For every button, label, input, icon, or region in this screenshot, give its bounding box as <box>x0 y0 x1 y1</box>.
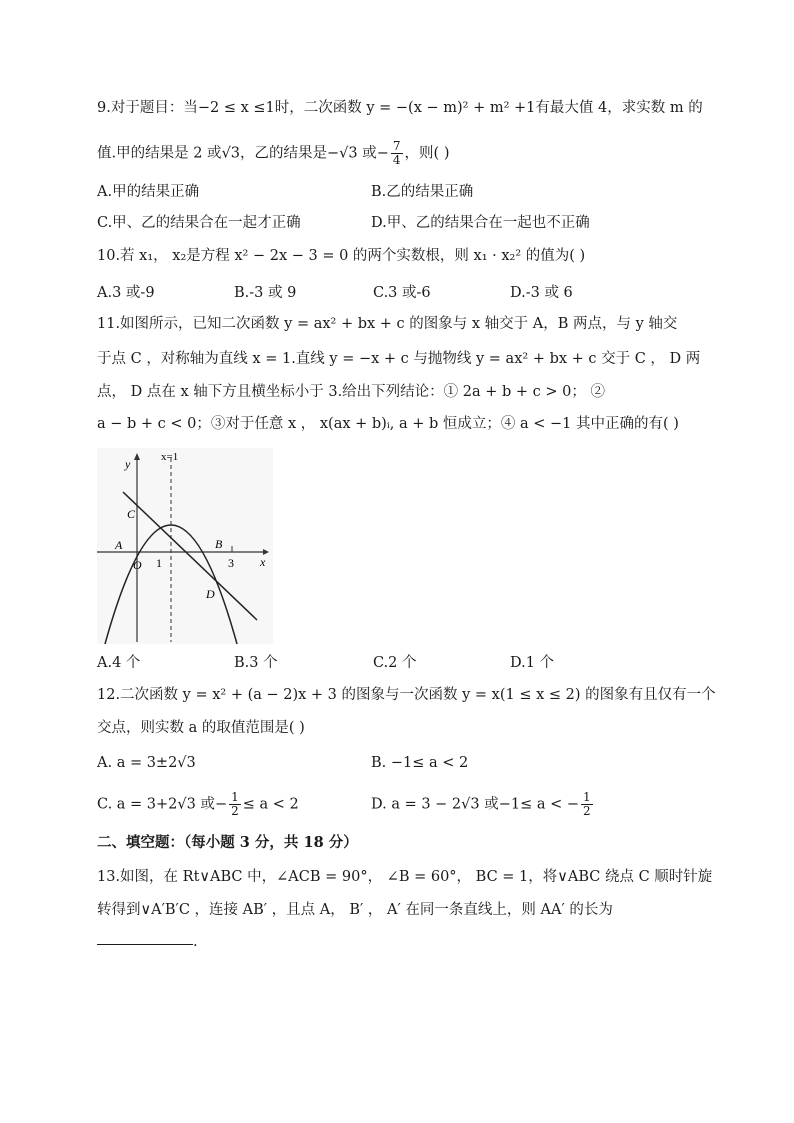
q12-option-c-b: ≤ a < 2 <box>242 796 299 813</box>
q9-option-c: C.甲、乙的结果合在一起才正确 <box>97 215 301 231</box>
graph-label-y: y <box>125 457 131 471</box>
graph-label-x: x <box>260 555 266 569</box>
q9-line2-b: ，乙的结果是−√3 或− <box>240 145 389 162</box>
q9-line2-c: ，则( ) <box>404 145 450 162</box>
q11-option-b: B.3 个 <box>234 655 278 671</box>
q12-option-d-a: D. a = 3 − 2√3 或−1≤ a < − <box>371 796 580 813</box>
q13-answer-blank[interactable] <box>97 944 193 945</box>
graph-label-a: A <box>115 538 123 552</box>
q11-option-d: D.1 个 <box>510 655 555 671</box>
q12-option-b: B. −1≤ a < 2 <box>371 755 469 771</box>
q12-option-c-fraction <box>229 791 241 818</box>
q11-line1: 11.如图所示，已知二次函数 y = ax² + bx + c 的图象与 x 轴交于 A，B 两点，与 y 轴交 <box>97 316 678 332</box>
q12-d-frac-den: 2 <box>583 804 591 818</box>
graph-label-d: D <box>206 587 215 601</box>
q9-line2-a: 值.甲的结果是 2 或 <box>97 145 222 162</box>
q9-line1: 9.对于题目：当−2 ≤ x ≤1时，二次函数 y = −(x − m)² + m² +1有最大值 4，求实数 m 的 <box>97 100 703 116</box>
q9-frac-num: 7 <box>392 139 401 153</box>
q11-line4: a − b + c < 0；③对于任意 x ， x(ax + b)ᵢ, a + b 恒成立；④ a < −1 其中正确的有( ) <box>97 416 679 432</box>
q9-option-a: A.甲的结果正确 <box>97 184 200 200</box>
q12-option-a: A. a = 3±2√3 <box>97 755 196 771</box>
q11-line3: 点， D 点在 x 轴下方且横坐标小于 3.给出下列结论：① 2a + b + c > 0； ② <box>97 384 606 400</box>
q13-blank-end: . <box>193 934 198 950</box>
graph-label-3: 3 <box>228 556 234 570</box>
q10-line1: 10.若 x₁， x₂是方程 x² − 2x − 3 = 0 的两个实数根，则 x₁ · x₂² 的值为( ) <box>97 248 586 264</box>
q11-line2: 于点 C ，对称轴为直线 x = 1.直线 y = −x + c 与抛物线 y = ax² + bx + c 交于 C ， D 两 <box>97 351 701 367</box>
graph-label-axis: x=1 <box>161 451 179 463</box>
section-2-heading: 二、填空题：（每小题 3 分，共 18 分） <box>97 834 358 851</box>
q9-line2 <box>97 140 449 167</box>
q12-option-d <box>371 791 595 818</box>
graph-label-b: B <box>215 537 223 551</box>
q11-parabola-graph <box>97 448 273 644</box>
q11-option-a: A.4 个 <box>97 655 141 671</box>
q10-option-a: A.3 或-9 <box>97 285 155 301</box>
q12-line2: 交点，则实数 a 的取值范围是( ) <box>97 720 305 736</box>
q11-option-c: C.2 个 <box>373 655 417 671</box>
graph-label-c: C <box>127 507 136 521</box>
q12-c-frac-num: 1 <box>231 790 239 804</box>
q9-option-d: D.甲、乙的结果合在一起也不正确 <box>371 215 590 231</box>
q9-frac-den: 4 <box>392 153 401 167</box>
q10-option-b: B.-3 或 9 <box>234 285 297 301</box>
q10-option-d: D.-3 或 6 <box>510 285 573 301</box>
q9-sqrt3: √3 <box>221 145 241 162</box>
graph-label-o: O <box>133 558 142 572</box>
q12-d-frac-num: 1 <box>583 790 591 804</box>
q9-option-b: B.乙的结果正确 <box>371 184 474 200</box>
q12-option-d-fraction <box>581 791 593 818</box>
q9-fraction <box>391 140 403 167</box>
q10-option-c: C.3 或-6 <box>373 285 431 301</box>
q12-option-c <box>97 791 299 818</box>
graph-label-1: 1 <box>156 556 162 570</box>
graph-background <box>97 448 273 644</box>
q13-line1: 13.如图，在 Rt∨ABC 中，∠ACB = 90°， ∠B = 60°， BC = 1，将∨ABC 绕点 C 顺时针旋 <box>97 869 713 885</box>
q13-line2: 转得到∨A′B′C ，连接 AB′ ，且点 A， B′ ， A′ 在同一条直线上，则 AA′ 的长为 <box>97 902 613 918</box>
q12-c-frac-den: 2 <box>231 804 239 818</box>
q12-option-c-a: C. a = 3+2√3 或− <box>97 796 228 813</box>
q12-line1: 12.二次函数 y = x² + (a − 2)x + 3 的图象与一次函数 y = x(1 ≤ x ≤ 2) 的图象有且仅有一个 <box>97 687 716 703</box>
